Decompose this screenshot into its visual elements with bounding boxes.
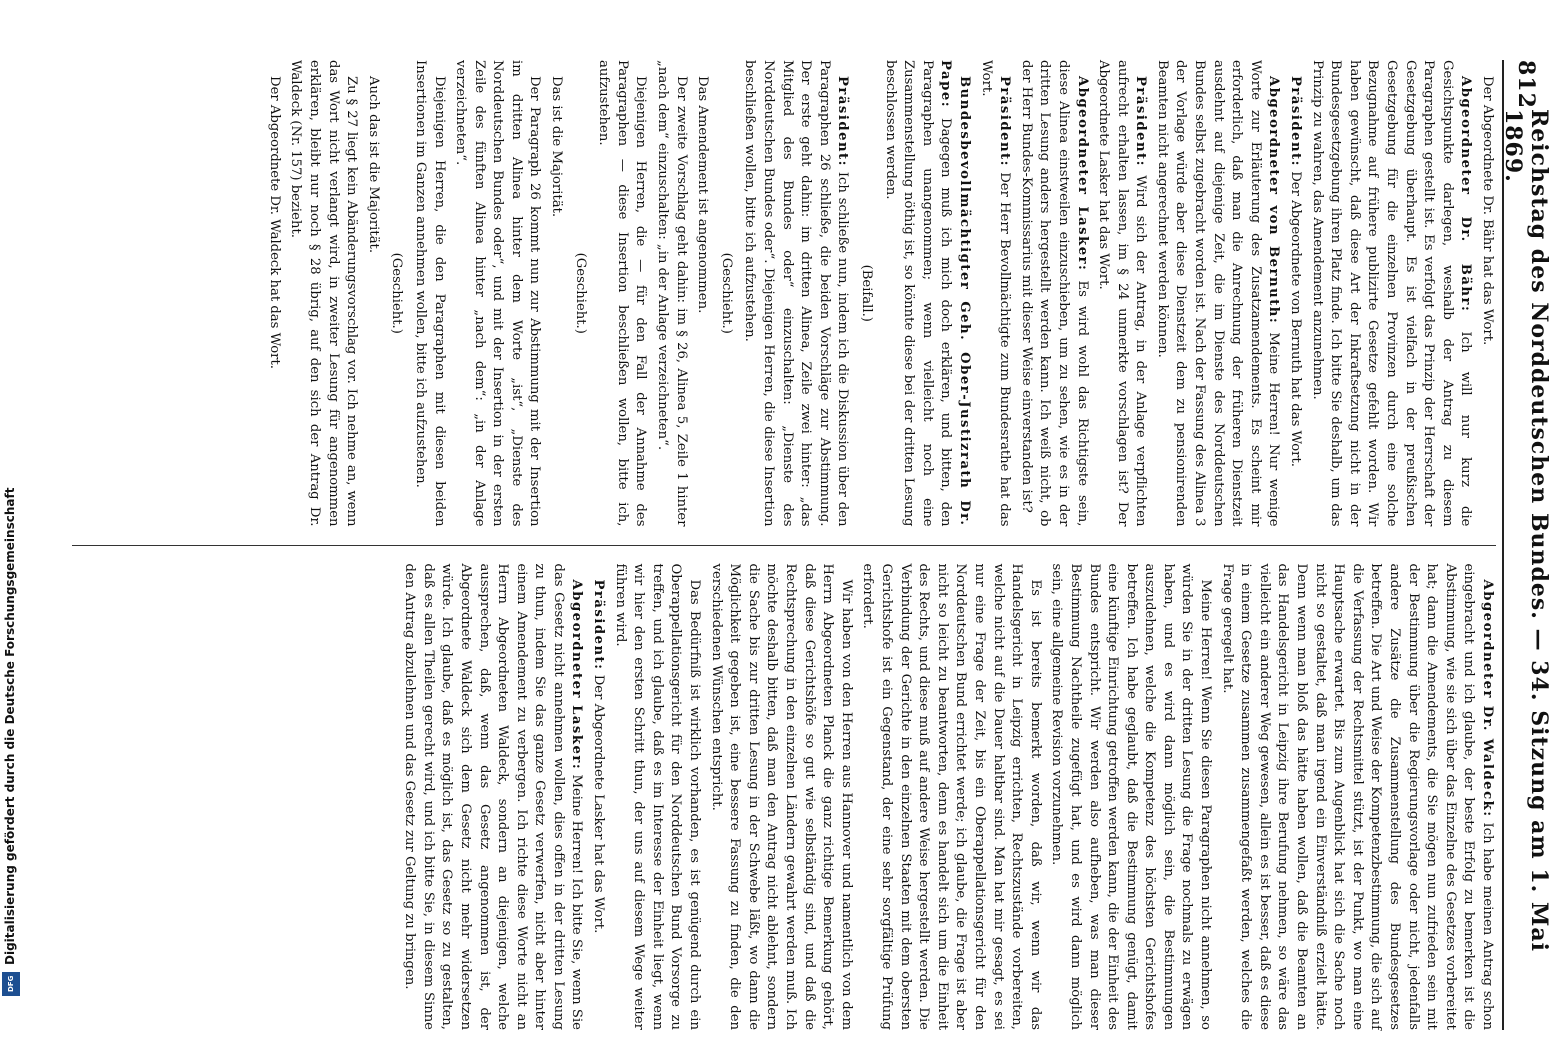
speaker-name: Abgeordneter Lasker: (569, 579, 585, 771)
paragraph-text: (Beifall.) (859, 264, 874, 322)
paragraph-text: Das Bedürfniß ist wirklich vorhanden, es ist genügend durch ein Oberappellationsgericht für den Norddeutschen Bund Vorsorge zu treffen, und ich glaube, daß es im Interesse der Einheit liegt, wenn wir hier den ersten Schritt thun, der uns auf diesem Wege weiter führen wird. (612, 563, 703, 1030)
stage-direction (387, 60, 406, 527)
dfg-logo-label: DFG (7, 975, 15, 993)
right-column (72, 564, 1496, 1031)
paragraph (706, 564, 855, 1031)
text-columns (72, 60, 1496, 1030)
speaker-name: Präsident: (1133, 76, 1149, 168)
paragraph (693, 60, 712, 527)
stage-direction (856, 60, 875, 527)
page-number: 812 (1513, 60, 1539, 109)
paragraph-text: Ich schließe nun, indem ich die Diskussion über den Paragraphen 26 schließe, die beiden Vorschläge zur Abstimmung. Der erste geht dahin: im dritten Alinea, Zeile zwei hinter: „das Mitglied des Bundes oder“ einzuschalten: „Dienste des Norddeutschen Bundes oder“. Diejenigen Herren, die diese Insertion beschließen wollen, bitte ich aufzustehen. (742, 60, 851, 527)
paragraph-text: Dagegen muß ich mich doch erklären, und bitten, den Paragraphen unangenommen; wenn vielleicht noch eine Zusammenstellung nöthig ist, so könnte diese bei der dritten Lesung beschlossen werden. (882, 60, 954, 527)
paragraph-text: Der Abgeordnete Dr. Waldeck hat das Wort. (266, 76, 282, 369)
paragraph (858, 564, 1044, 1031)
speaker-name: Präsident: (835, 76, 851, 168)
paragraph-text: Ich will nur kurz die Gesichtspunkte darlegen, weshalb der Antrag zu diesem Paragraphen gestellt ist. Es verfolgt das Prinzip der Herrschaft der Gesetzgebung überhaupt. Es ist vielfach in der preußischen Gesetzgebung für die einzelnen Provinzen durch eine solche Bezugnahme auf frühere publizirte Gesetze gefehlt worden. Wir haben gewünscht, daß diese Art der Inkraftsetzung nicht in der Bundesgesetzgebung ihren Platz finde. Ich bitte Sie deshalb, um das Prinzip zu wahren, das Amendement anzunehmen. (1309, 60, 1474, 527)
paragraph (264, 60, 283, 527)
paragraph (547, 60, 566, 527)
header-title: Reichstag des Norddeutschen Bundes. — 34. Sitzung am 1. Mai 1869. (1500, 108, 1552, 952)
paragraph-text: Der zweite Vorschlag geht dahin: im § 26, Alinea 5, Zeile 1 hinter „nach dem“ einzuschalten: „in der Anlage verzeichneten“. (655, 60, 689, 527)
paragraph-text: Der Abgeordnete Lasker hat das Wort. (591, 674, 607, 934)
speaker-name: Präsident: (997, 76, 1013, 168)
paragraph (1047, 564, 1214, 1031)
paragraph (451, 60, 544, 527)
paragraph (1094, 60, 1150, 527)
paragraph (1307, 60, 1474, 527)
paragraph (1217, 564, 1496, 1031)
paragraph-text: Auch das ist die Majorität. (365, 76, 381, 254)
paragraph-text: Meine Herren! Ich bitte Sie, wenn Sie das Gesetz nicht annehmen wollen, dies offen in der dritten Lesung zu thun, indem Sie das ganze Gesetz verwerfen, nicht aber hinter einem Amendement zu verbergen. Ich richte diese Worte nicht an Herrn Abgeordneten Waldeck, sondern an diejenigen, welche aussprechen, daß, wenn das Gesetz angenommen ist, der Abgeordnete Waldeck sich dem Gesetz nicht mehr widersetzen würde. Ich glaube, daß es möglich ist, das Gesetz so zu gestalten, daß es allen Theilen gerecht wird, und ich bitte Sie, in diesem Sinne den Antrag abzulehnen und das Gesetz zur Geltung zu bringen. (402, 563, 585, 1030)
paragraph (1016, 60, 1090, 527)
paragraph-text: Wir haben von den Herren aus Hannover und namentlich von dem Herrn Abgeordneten Planck die ganz richtige Bemerkung gehört, daß diese Gerichtshöfe so gut wie selbständig sind, und daß die Rechtsprechung in den einzelnen Ländern gewahrt werden muß. Ich möchte deshalb bitten, daß man den Antrag nicht ablehnt, sondern die Sache bis zur dritten Lesung in der Schwebe läßt, wo dann die Möglichkeit gegeben ist, eine bessere Fassung zu finden, die den verschiedenen Wünschen entspricht. (708, 563, 854, 1030)
stage-direction (716, 60, 735, 527)
paragraph-text: Der Abgeordnete von Bernuth hat das Wort. (1288, 171, 1304, 467)
credit-text: Digitalisierung gefördert durch die Deutsche Forschungsgemeinschaft (3, 487, 17, 965)
paragraph-text: (Geschieht.) (389, 252, 405, 334)
paragraph (740, 60, 852, 527)
paragraph-text: Das ist die Majorität. (549, 76, 565, 218)
rotated-page (68, 45, 1552, 1045)
column-divider (72, 545, 1496, 546)
paragraph (363, 60, 382, 527)
speaker-name: Bundesbevollmächtigter Geh. Ober-Justizrath Dr. Pape: (938, 60, 972, 527)
paragraph (976, 60, 1013, 527)
paragraph-text: Der Abgeordnete Dr. Bähr hat das Wort. (1480, 76, 1495, 346)
paragraph-text: Meine Herren! Wenn Sie diesen Paragraphen nicht annehmen, so würden Sie in der dritten Lesung die Frage nochmals zu erwägen haben, und es wird dann möglich sein, die Bestimmungen auszudehnen, welche die Kompetenz des höchsten Gerichtshofes betreffen. Ich habe geglaubt, daß die Bestimmung genügt, damit eine künftige Einrichtung getroffen werden kann, die der Einheit des Bundes entspricht. Wir werden also aufheben, was man dieser Bestimmung Nachtheile zugefügt hat, und es wird dann möglich sein, eine allgemeine Revision vorzunehmen. (1049, 563, 1214, 1030)
paragraph-text: (Geschieht.) (572, 252, 588, 334)
paragraph-text: Diejenigen Herren, die — für den Fall der Annahme des Paragraphen — diese Insertion beschließen wollen, bitte ich, aufzustehen. (596, 60, 649, 527)
speaker-name: Abgeordneter Dr. Bähr: (1458, 76, 1474, 313)
speaker-name: Abgeordneter Dr. Waldeck: (1480, 579, 1495, 818)
paragraph (400, 564, 586, 1031)
paragraph-text: Der Paragraph 26 kommt nun zur Abstimmung mit der Insertion im dritten Alinea hinter dem Worte „ist“, „Dienste des Norddeutschen Bundes oder“, und mit der Insertion in der ersten Zeile des fünften Alinea hinter „nach dem“: „in der Anlage verzeichneten“. (453, 60, 543, 527)
credit-strip (0, 0, 22, 1000)
speaker-name: Abgeordneter von Bernuth: (1266, 76, 1282, 325)
paragraph (589, 564, 608, 1031)
paragraph-text: (Geschieht.) (718, 252, 734, 334)
left-column (72, 60, 1496, 527)
paragraph-text: Es ist bereits bemerkt worden, daß wir, wenn wir das Handelsgericht in Leipzig errichten, Rechtszustände vorbereiten, welche nicht auf die Dauer haltbar sind. Man hat mir gesagt, es sei nur eine Frage der Zeit, bis ein Oberappellationsgericht für den Norddeutschen Bund errichtet werde; ich glaube, die Frage ist aber nicht so leicht zu beantworten, denn es handelt sich um die Einheit des Rechts, und diese muß auf andere Weise hergestellt werden. Die Verbindung der Gerichte in den einzelnen Staaten mit dem obersten Gerichtshofe ist ein Gegenstand, der eine sehr sorgfältige Prüfung erfordert. (860, 563, 1043, 1030)
dfg-logo-icon (2, 972, 20, 996)
paragraph-text: Zu § 27 liegt kein Abänderungsvorschlag vor. Ich nehme an, wenn das Wort nicht verlangt wird, in zweiter Lesung für angenommen erklären, bleibt nur noch § 28 übrig, auf den sich der Antrag Dr. Waldeck (Nr. 157) bezieht. (288, 60, 360, 527)
speaker-name: Präsident: (591, 579, 607, 671)
paragraph-text: Ich habe meinen Antrag schon eingebracht und ich glaube, der beste Erfolg zu bemerken ist die Abstimmung, wie sie sich über das Einzelne des Gesetzes vorbereitet hat; dann die Amendements, die Sie mögen nun zufrieden sein mit der Bestimmung über die Regierungsvorlage oder nicht, jedenfalls andere Zusätze die Zusammenstellung des Bundesgesetzes betreffen. Die Art und Weise der Kompetenzbestimmung, die sich auf die Verfassung der Rechtsmittel stützt, ist der Punkt, wo man eine Hauptsache erwartet. Bis zum Augenblick hat sich die Sache noch nicht so gestaltet, daß man irgend ein Einverständniß erzielt hätte. Denn wenn man bloß das hätte haben wollen, daß die Beamten an das Handelsgericht in Leipzig ihre Berufung nehmen, so wäre das vielleicht ein anderer Weg gewesen, allein es ist besser, daß es diese in einem Gesetze zusammen zusammengefaßt werden, welches die Frage geregelt hat. (1219, 563, 1495, 1030)
paragraph (610, 564, 703, 1031)
paragraph (286, 60, 360, 527)
paragraph-text: Es wird wohl das Richtigste sein, diese Alinea einstweilen einzuschieben, um zu sehen, wie es in der dritten Lesung anders hergestellt werden kann. Ich weiß nicht, ob der Herr Bundes-Kommissarius mit dieser Weise einverstanden ist? (1018, 60, 1090, 527)
paragraph-text: Meine Herren! Nur wenige Worte zur Erläuterung des Zusatzamendements. Es scheint mir erforderlich, daß man die Anrechnung der früheren Dienstzeit ausdehnt auf diejenige Zeit, die im Dienste des Norddeutschen Bundes selbst zugebracht worden ist. Nach der Fassung des Alinea 3 der Vorlage würde aber diese Dienstzeit dem zu pensionirenden Beamten nicht angerechnet werden können. (1154, 60, 1282, 527)
paragraph (652, 60, 689, 527)
paragraph (594, 60, 650, 527)
stage-direction (570, 60, 589, 527)
paragraph (880, 60, 973, 527)
paragraph-text: Der Herr Bevollmächtigte zum Bundesrathe hat das Wort. (978, 60, 1013, 527)
speaker-name: Abgeordneter Lasker: (1074, 76, 1090, 272)
page-header (1500, 60, 1552, 1030)
paragraph-text: Wird sich der Antrag, in der Anlage verpflichten aufrecht erhalten lassen, im § 24 unmerkte vorschlagen ist? Der Abgeordnete Lasker hat das Wort. (1096, 60, 1149, 527)
paragraph (410, 60, 447, 527)
paragraph-text: Das Amendement ist angenommen. (695, 76, 711, 314)
paragraph (1285, 60, 1304, 527)
paragraph (1477, 60, 1496, 527)
speaker-name: Präsident: (1288, 76, 1304, 168)
paragraph (1152, 60, 1282, 527)
paragraph-text: Diejenigen Herren, die den Paragraphen mit diesen beiden Insertionen im Ganzen annehmen wollen, bitte ich aufzustehen. (412, 60, 447, 527)
